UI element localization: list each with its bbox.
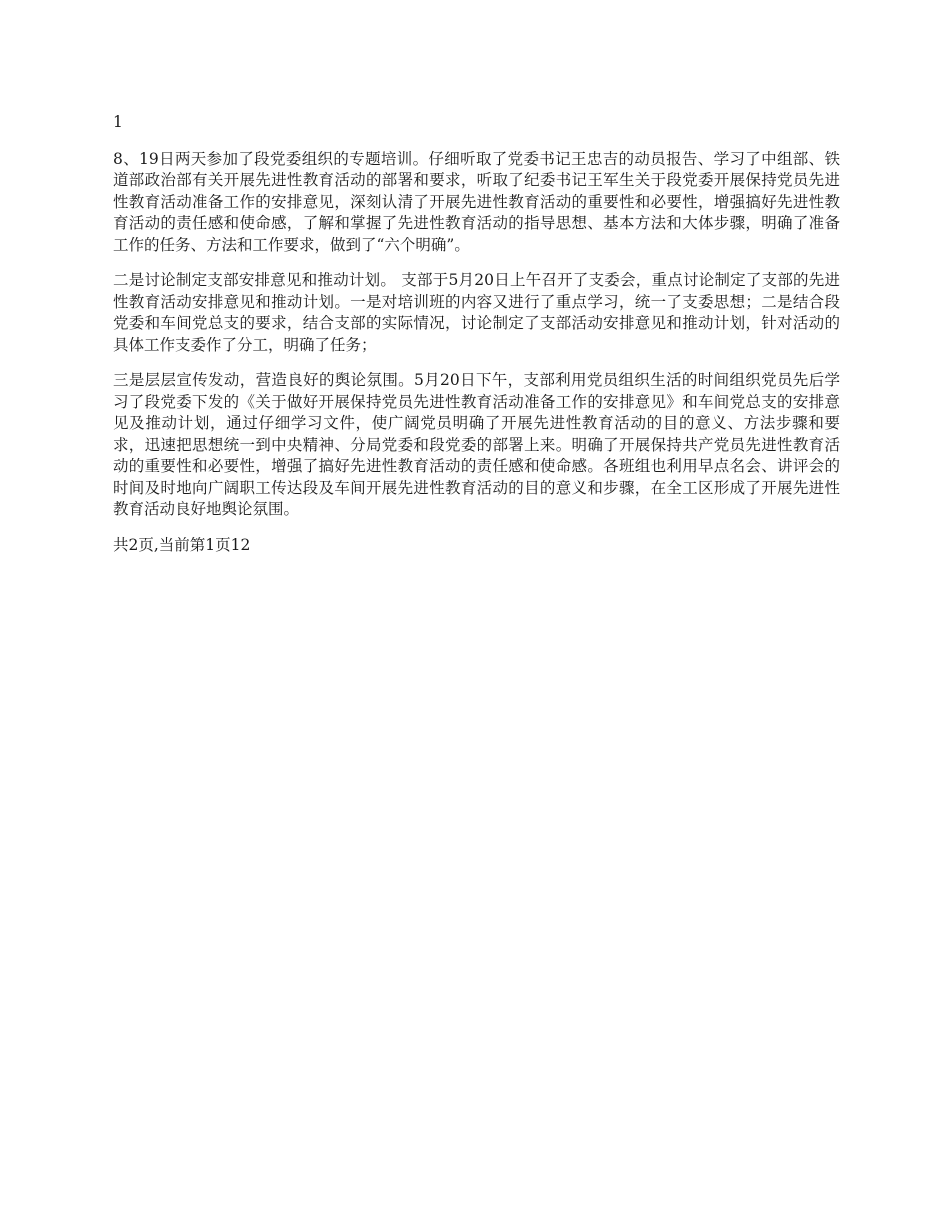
page-number: 1 <box>113 113 123 131</box>
paragraph-publicity: 三是层层宣传发动，营造良好的舆论氛围。5月20日下午，支部利用党员组织生活的时间组织党员先后学习了段党委下发的《关于做好开展保持党员先进性教育活动准备工作的安排意见》和车间党总支的安排意见及推动计划，通过仔细学习文件，使广阔党员明确了开展先进性教育活动的目的意义、方法步骤和要求，迅速把思想统一到中央精神、分局党委和段党委的部署上来。明确了开展保持共产党员先进性教育活动的重要性和必要性，增强了搞好先进性教育活动的责任感和使命感。各班组也利用早点名会、讲评会的时间及时地向广阔职工传达段及车间开展先进性教育活动的目的意义和步骤，在全工区形成了开展先进性教育活动良好地舆论氛围。 <box>113 371 840 518</box>
paragraph-training: 8、19日两天参加了段党委组织的专题培训。仔细听取了党委书记王忠吉的动员报告、学习了中组部、铁道部政治部有关开展先进性教育活动的部署和要求，听取了纪委书记王军生关于段党委开展保持党员先进性教育活动准备工作的安排意见，深刻认清了开展先进性教育活动的重要性和必要性，增强搞好先进性教育活动的责任感和使命感，了解和掌握了先进性教育活动的指导思想、基本方法和大体步骤，明确了准备工作的任务、方法和工作要求，做到了“六个明确”。 <box>113 149 840 254</box>
page-footer: 共2页,当前第1页12 <box>113 535 251 554</box>
document-page <box>113 112 840 556</box>
paragraph-plan: 二是讨论制定支部安排意见和推动计划。 支部于5月20日上午召开了支委会，重点讨论制定了支部的先进性教育活动安排意见和推动计划。一是对培训班的内容又进行了重点学习，统一了支委思想；二是结合段党委和车间党总支的要求，结合支部的实际情况，讨论制定了支部活动安排意见和推动计划，针对活动的具体工作支委作了分工，明确了任务； <box>113 271 840 354</box>
